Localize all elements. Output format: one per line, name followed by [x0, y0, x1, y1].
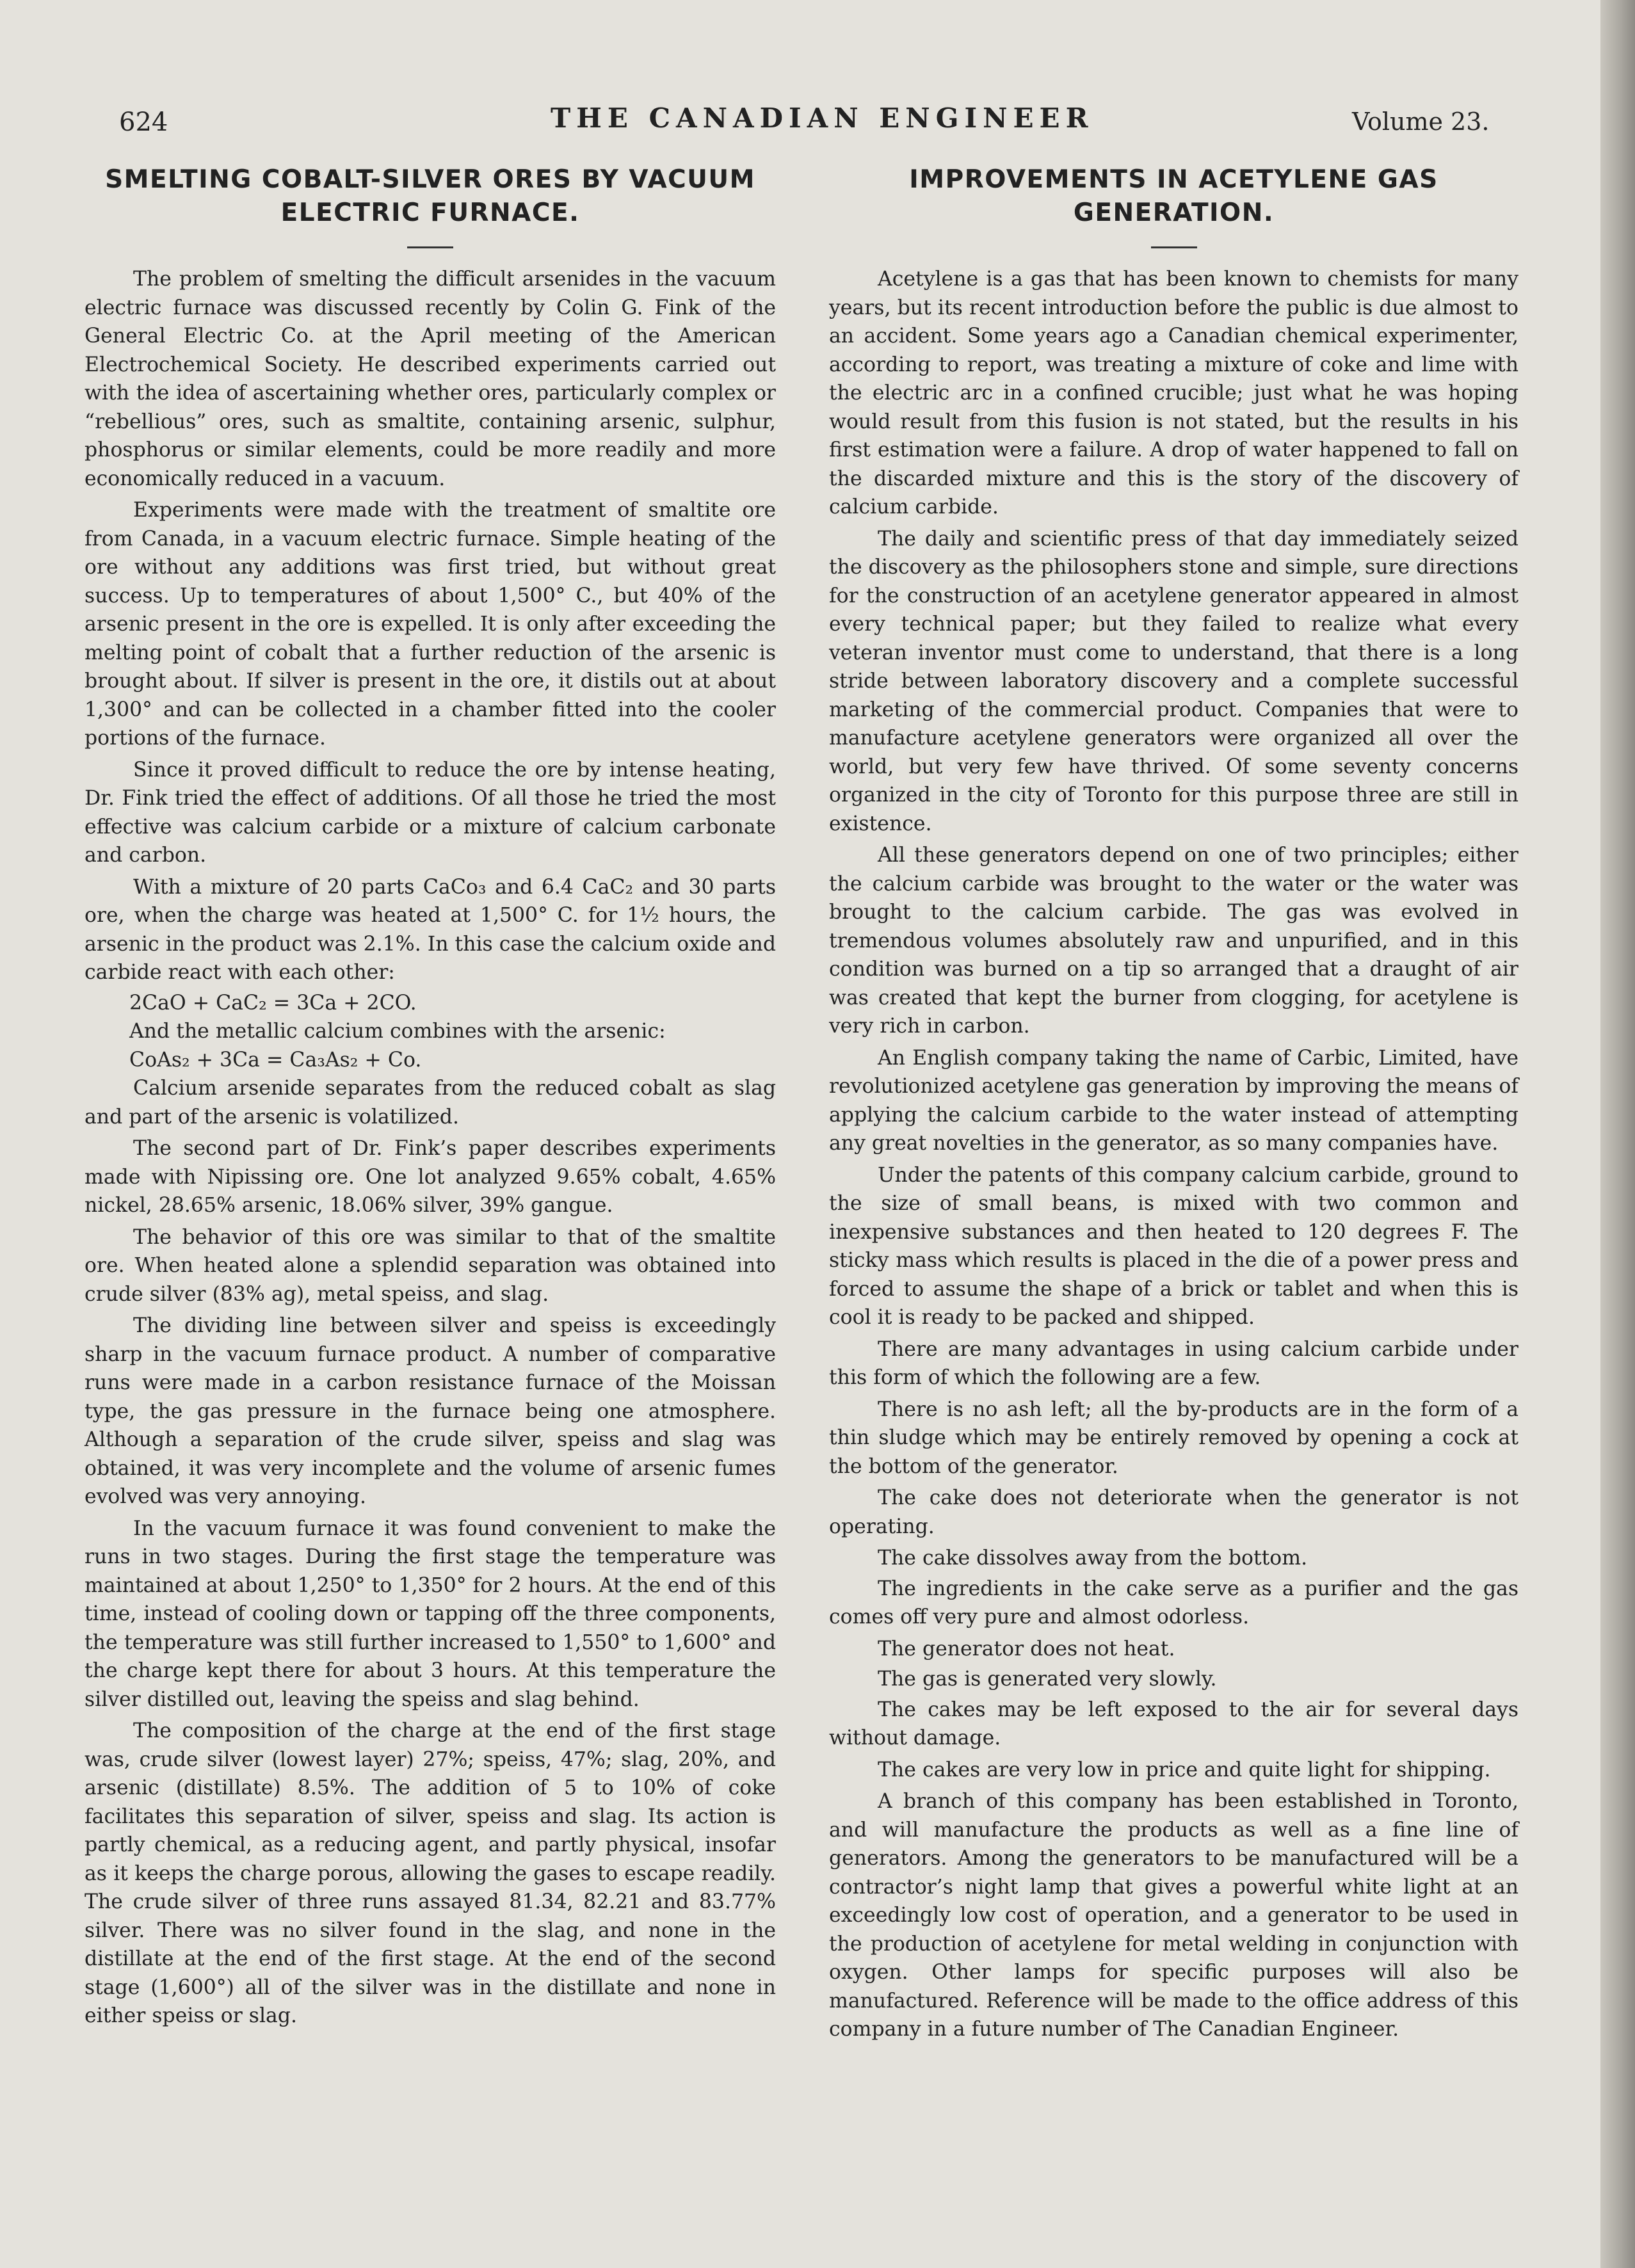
- running-title: THE CANADIAN ENGINEER: [551, 102, 1094, 134]
- paragraph: An English company taking the name of Carbic, Limited, have revolutionized acetylene gas generation by improving the means of applying the calcium carbide to the water instead of attempting any great novelties in the generator, as so many companies have.: [829, 1046, 1518, 1155]
- chemical-equation: CoAs₂ + 3Ca = Ca₃As₂ + Co.: [129, 1048, 422, 1072]
- paragraph: The composition of the charge at the end of the first stage was, crude silver (lowest layer) 27%; speiss, 47%; slag, 20%, and arsenic (distillate) 8.5%. The addition of 5 to 10% of coke facilitates this separation of silver, speiss and slag. Its action is partly chemical, as a reducing agent, and partly physical, insofar as it keeps the charge porous, allowing the gases to escape readily. The crude silver of three runs assayed 81.34, 82.21 and 83.77% silver. There was no silver found in the slag, and none in the distillate at the end of the first stage. At the end of the second stage (1,600°) all of the silver was in the distillate and none in either speiss or slag.: [85, 1719, 776, 2027]
- paragraph: The gas is generated very slowly.: [878, 1668, 1217, 1691]
- chemical-equation: 2CaO + CaC₂ = 3Ca + 2CO.: [129, 991, 417, 1015]
- title-divider: [1151, 246, 1197, 248]
- paragraph: The daily and scientific press of that day immediately seized the discovery as the philosophers stone and simple, sure directions for the construction of an acetylene generator appeared in almost every technical paper; but they failed to realize what every veteran inventor must come to understand, that there is a long stride between laboratory discovery and a complete successful marketing of the commercial product. Companies that were to manufacture acetylene generators were organized all over the world, but very few have thrived. Of some seventy concerns organized in the city of Toronto for this purpose three are still in existence.: [829, 527, 1518, 835]
- paragraph: And the metallic calcium combines with the arsenic:: [129, 1020, 666, 1043]
- article-title: IMPROVEMENTS IN ACETYLENE GAS GENERATION.: [909, 165, 1438, 227]
- paragraph: Acetylene is a gas that has been known to chemists for many years, but its recent introduction before the public is due almost to an accident. Some years ago a Canadian chemical experimenter, according to report, was treating a mixture of coke and lime with the electric arc in a confined crucible; just what he was hoping would result from this fusion is not stated, but the results in his first estimation were a failure. A drop of water happened to fall on the discarded mixture and this is the story of the discovery of calcium carbide.: [829, 268, 1518, 519]
- paragraph: The dividing line between silver and speiss is exceedingly sharp in the vacuum furnace product. A number of comparative runs were made in a carbon resistance furnace of the Moissan type, the gas pressure in the furnace being one atmosphere. Although a separation of the crude silver, speiss and slag was obtained, it was very incomplete and the volume of arsenic fumes evolved was very annoying.: [85, 1314, 776, 1508]
- paragraph: Since it proved difficult to reduce the ore by intense heating, Dr. Fink tried the effect of additions. Of all those he tried the most effective was calcium carbide or a mixture of calcium carbonate and carbon.: [85, 758, 776, 867]
- paragraph: There are many advantages in using calcium carbide under this form of which the following are a few.: [829, 1337, 1518, 1389]
- page-edge: [1600, 0, 1635, 2268]
- paragraph: Under the patents of this company calcium carbide, ground to the size of small beans, is mixed with two common and inexpensive substances and then heated to 120 degrees F. The sticky mass which results is placed in the die of a power press and forced to assume the shape of a brick or tablet and when this is cool it is ready to be packed and shipped.: [829, 1163, 1518, 1329]
- paragraph: The second part of Dr. Fink’s paper describes experiments made with Nipissing ore. One lot analyzed 9.65% cobalt, 4.65% nickel, 28.65% arsenic, 18.06% silver, 39% gangue.: [85, 1137, 776, 1217]
- paragraph: The cake does not deteriorate when the generator is not operating.: [829, 1486, 1518, 1538]
- paragraph: With a mixture of 20 parts CaCo₃ and 6.4 CaC₂ and 30 parts ore, when the charge was heated at 1,500° C. for 1½ hours, the arsenic in the product was 2.1%. In this case the calcium oxide and carbide react with each other:: [85, 875, 776, 984]
- paragraph: The behavior of this ore was similar to that of the smaltite ore. When heated alone a splendid separation was obtained into crude silver (83% ag), metal speiss, and slag.: [85, 1225, 776, 1306]
- right-article: [829, 163, 1518, 2047]
- paragraph: In the vacuum furnace it was found convenient to make the runs in two stages. During the first stage the temperature was maintained at about 1,250° to 1,350° for 2 hours. At the end of this time, instead of cooling down or tapping off the three components, the temperature was still further increased to 1,550° to 1,600° and the charge kept there for about 3 hours. At this temperature the silver distilled out, leaving the speiss and slag behind.: [85, 1516, 776, 1711]
- paragraph: The generator does not heat.: [878, 1637, 1175, 1661]
- paragraph: The ingredients in the cake serve as a purifier and the gas comes off very pure and almost odorless.: [829, 1577, 1518, 1629]
- paragraph: The cake dissolves away from the bottom.: [878, 1547, 1308, 1570]
- article-body: [85, 265, 776, 2031]
- page-number: 624: [119, 108, 168, 137]
- paragraph: The cakes are very low in price and quite light for shipping.: [878, 1758, 1491, 1781]
- paragraph: Calcium arsenide separates from the reduced cobalt as slag and part of the arsenic is volatilized.: [85, 1077, 776, 1129]
- title-divider: [407, 246, 453, 248]
- article-title: SMELTING COBALT-SILVER ORES BY VACUUM ELECTRIC FURNACE.: [105, 165, 755, 227]
- paragraph: There is no ash left; all the by-products are in the form of a thin sludge which may be entirely removed by opening a cock at the bottom of the generator.: [829, 1397, 1518, 1478]
- paragraph: The problem of smelting the difficult arsenides in the vacuum electric furnace was discussed recently by Colin G. Fink of the General Electric Co. at the April meeting of the American Electrochemical Society. He described experiments carried out with the idea of ascertaining whether ores, particularly complex or “rebellious” ores, such as smaltite, containing arsenic, sulphur, phosphorus or similar elements, could be more readily and more economically reduced in a vacuum.: [85, 268, 776, 490]
- paragraph: Experiments were made with the treatment of smaltite ore from Canada, in a vacuum electric furnace. Simple heating of the ore without any additions was first tried, but without great success. Up to temperatures of about 1,500° C., but 40% of the arsenic present in the ore is expelled. It is only after exceeding the melting point of cobalt that a further reduction of the arsenic is brought about. If silver is present in the ore, it distils out at about 1,300° and can be collected in a chamber fitted into the cooler portions of the furnace.: [85, 499, 776, 750]
- volume-label: Volume 23.: [1352, 108, 1490, 136]
- article-body: [829, 265, 1518, 2044]
- left-article: [85, 163, 776, 2034]
- paragraph: A branch of this company has been established in Toronto, and will manufacture the products as well as a fine line of generators. Among the generators to be manufactured will be a contractor’s night lamp that gives a powerful white light at an exceedingly low cost of operation, and a generator to be used in the production of acetylene for metal welding in conjunction with oxygen. Other lamps for specific purposes will also be manufactured. Reference will be made to the office address of this company in a future number of The Canadian Engineer.: [829, 1790, 1518, 2041]
- paragraph: All these generators depend on one of two principles; either the calcium carbide was brought to the water or the water was brought to the calcium carbide. The gas was evolved in tremendous volumes absolutely raw and unpurified, and in this condition was burned on a tip so arranged that a draught of air was created that kept the burner from clogging, for acetylene is very rich in carbon.: [829, 844, 1518, 1038]
- paragraph: The cakes may be left exposed to the air for several days without damage.: [829, 1698, 1518, 1749]
